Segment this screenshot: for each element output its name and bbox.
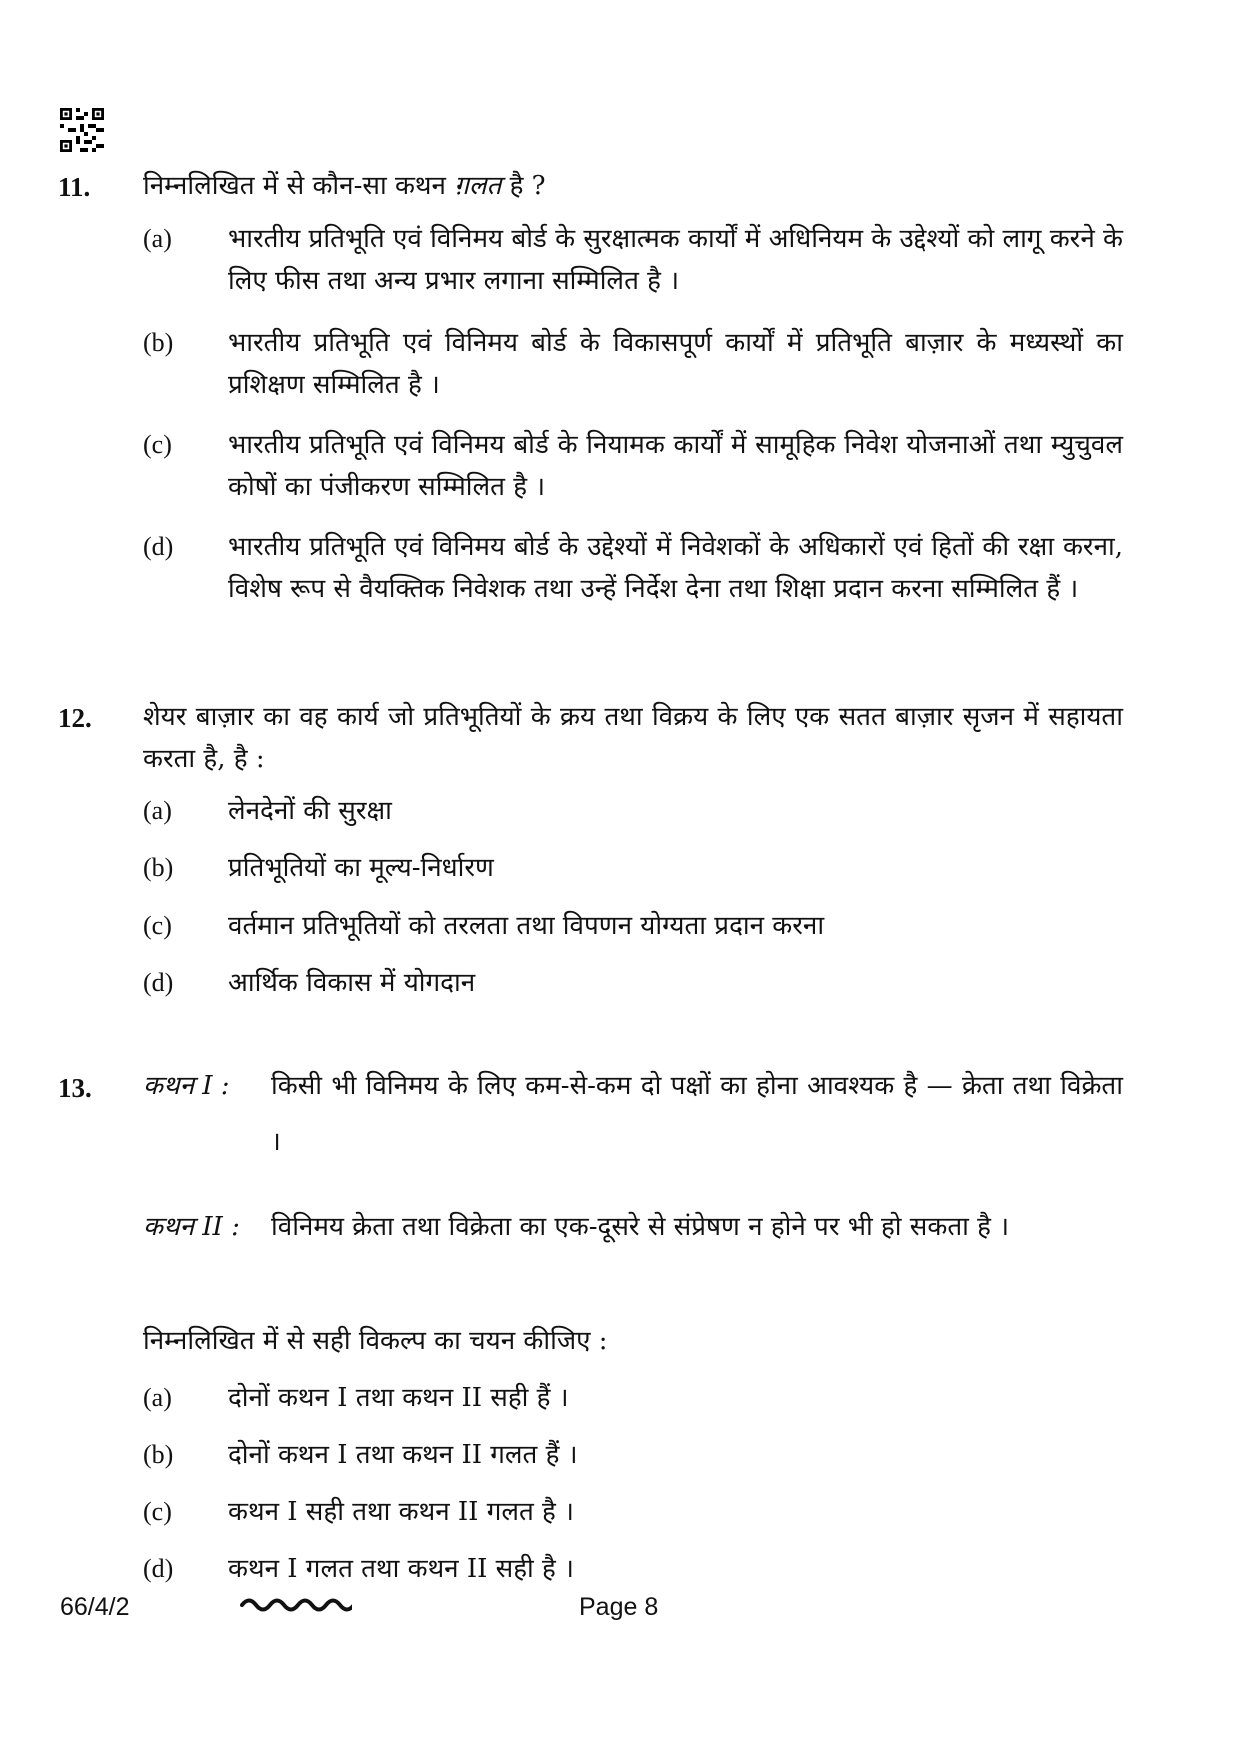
stem-text: निम्नलिखित में से कौन-सा कथन [143,171,446,201]
option-text: भारतीय प्रतिभूति एवं विनिमय बोर्ड के विकासपूर्ण कार्यों में प्रतिभूति बाज़ार के मध्यस्थों का प्रशिक्षण सम्मिलित है । [228,328,1123,400]
option-label: (d) [143,532,174,561]
option-label: (a) [143,796,172,825]
option-text: भारतीय प्रतिभूति एवं विनिमय बोर्ड के नियामक कार्यों में सामूहिक निवेश योजनाओं तथा म्युचुवल कोषों का पंजीकरण सम्मिलित है । [228,430,1123,502]
question-number: 13. [58,1073,92,1103]
option-text: दोनों कथन I तथा कथन II गलत हैं । [228,1440,578,1470]
statement-label: कथन II : [143,1212,240,1242]
option-text: दोनों कथन I तथा कथन II सही हैं । [228,1383,569,1413]
question-stem [143,165,1123,207]
option-text: भारतीय प्रतिभूति एवं विनिमय बोर्ड के सुरक्षात्मक कार्यों में अधिनियम के उद्देश्यों को लागू करने के लिए फीस तथा अन्य प्रभार लगाना सम्मिलित है । [228,224,1123,296]
option-label: (c) [143,1497,172,1526]
stem-emphasis: ग़लत [454,171,502,201]
wave-divider-icon [240,1593,352,1615]
instruction-text: निम्नलिखित में से सही विकल्प का चयन कीजिए : [143,1326,608,1356]
option-label: (b) [143,853,174,882]
option-label: (a) [143,1383,172,1412]
option-label: (d) [143,1554,174,1583]
question-number: 12. [58,703,92,733]
question-number: 11. [58,172,91,202]
option-label: (c) [143,430,172,459]
statement-label: कथन I : [143,1071,230,1101]
page-number: Page 8 [579,1593,659,1621]
option-text: लेनदेनों की सुरक्षा [228,796,392,826]
option-text: आर्थिक विकास में योगदान [228,968,476,998]
option-label: (d) [143,968,174,997]
option-text: प्रतिभूतियों का मूल्य-निर्धारण [228,853,494,883]
paper-code: 66/4/2 [60,1593,130,1621]
option-text: कथन I सही तथा कथन II गलत है । [228,1497,574,1527]
option-label: (a) [143,224,172,253]
qr-code-icon [60,108,104,152]
option-text: कथन I गलत तथा कथन II सही है । [228,1554,574,1584]
statement-text: किसी भी विनिमय के लिए कम-से-कम दो पक्षों का होना आवश्यक है — क्रेता तथा विक्रेता । [271,1071,1123,1157]
option-label: (b) [143,1440,174,1469]
stem-text-end: है ? [509,171,546,201]
option-label: (c) [143,911,172,940]
option-text: भारतीय प्रतिभूति एवं विनिमय बोर्ड के उद्देश्यों में निवेशकों के अधिकारों एवं हितों की रक्षा करना, विशेष रूप से वैयक्तिक निवेशक तथा उन्हें निर्देश देना तथा शिक्षा प्रदान करना सम्मिलित हैं । [228,532,1123,604]
option-text: वर्तमान प्रतिभूतियों को तरलता तथा विपणन योग्यता प्रदान करना [228,911,825,941]
statement-text: विनिमय क्रेता तथा विक्रेता का एक-दूसरे से संप्रेषण न होने पर भी हो सकता है । [271,1212,1010,1242]
question-stem: शेयर बाज़ार का वह कार्य जो प्रतिभूतियों के क्रय तथा विक्रय के लिए एक सतत बाज़ार सृजन में सहायता करता है, है : [143,702,1123,774]
option-label: (b) [143,328,174,357]
